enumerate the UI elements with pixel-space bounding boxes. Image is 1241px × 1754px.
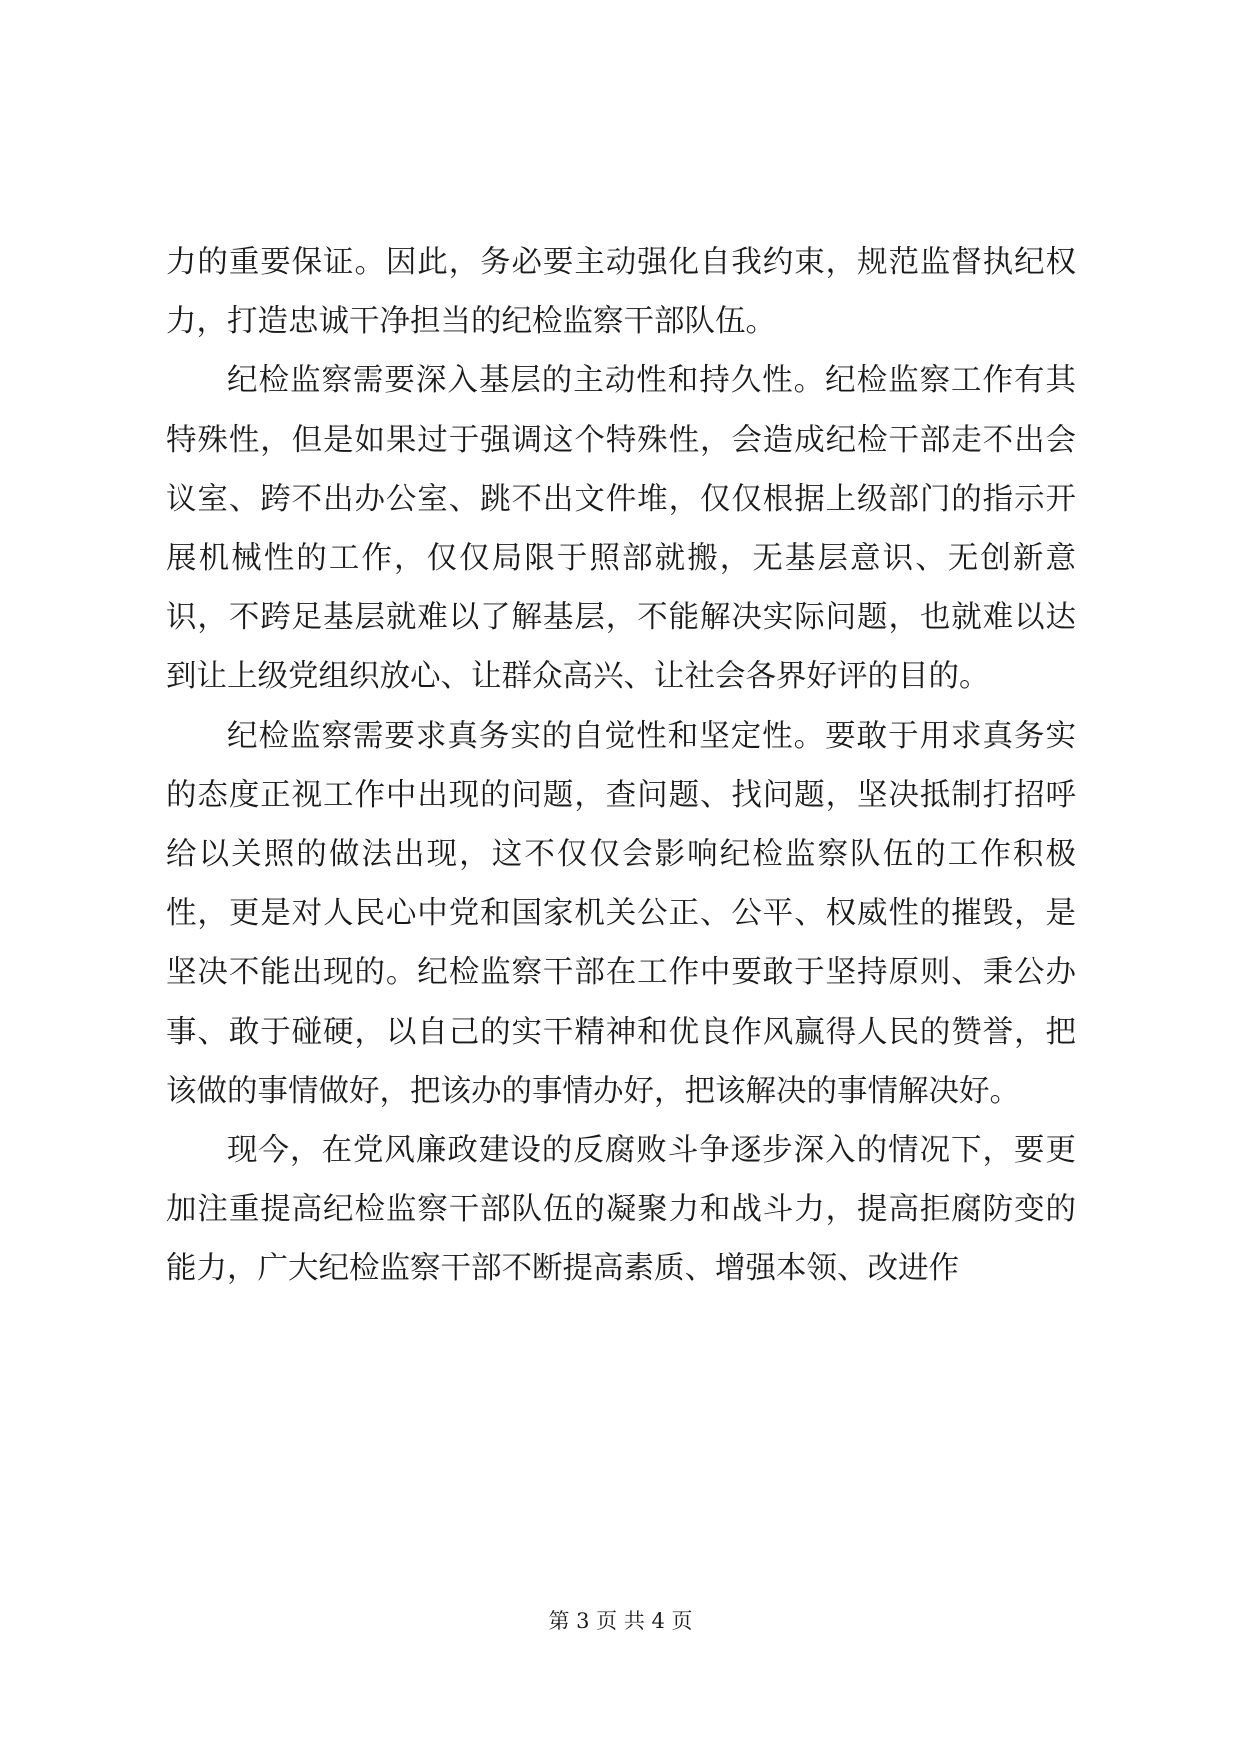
paragraph-1: 力的重要保证。因此，务必要主动强化自我约束，规范监督执纪权力，打造忠诚干净担当的纪检监察干部队伍。	[166, 245, 1076, 340]
paragraph-3: 纪检监察需要求真务实的自觉性和坚定性。要敢于用求真务实的态度正视工作中出现的问题，查问题、找问题，坚决抵制打招呼给以关照的做法出现，这不仅仅会影响纪检监察队伍的工作积极性，更是对人民心中党和国家机关公正、公平、权威性的摧毁，是坚决不能出现的。纪检监察干部在工作中要敢于坚持原则、秉公办事、敢于碰硬，以自己的实干精神和优良作风赢得人民的赞誉，把该做的事情做好，把该办的事情办好，把该解决的事情解决好。	[166, 718, 1076, 1109]
paragraph-2: 纪检监察需要深入基层的主动性和持久性。纪检监察工作有其特殊性，但是如果过于强调这个特殊性，会造成纪检干部走不出会议室、跨不出办公室、跳不出文件堆，仅仅根据上级部门的指示开展机械性的工作，仅仅局限于照部就搬，无基层意识、无创新意识，不跨足基层就难以了解基层，不能解决实际问题，也就难以达到让上级党组织放心、让群众高兴、让社会各界好评的目的。	[166, 363, 1076, 695]
paragraph-4: 现今，在党风廉政建设的反腐败斗争逐步深入的情况下，要更加注重提高纪检监察干部队伍的凝聚力和战斗力，提高拒腐防变的能力，广大纪检监察干部不断提高素质、增强本领、改进作	[166, 1133, 1076, 1287]
document-body	[166, 233, 1076, 1299]
page-footer: 第 3 页 共 4 页	[548, 1609, 693, 1633]
